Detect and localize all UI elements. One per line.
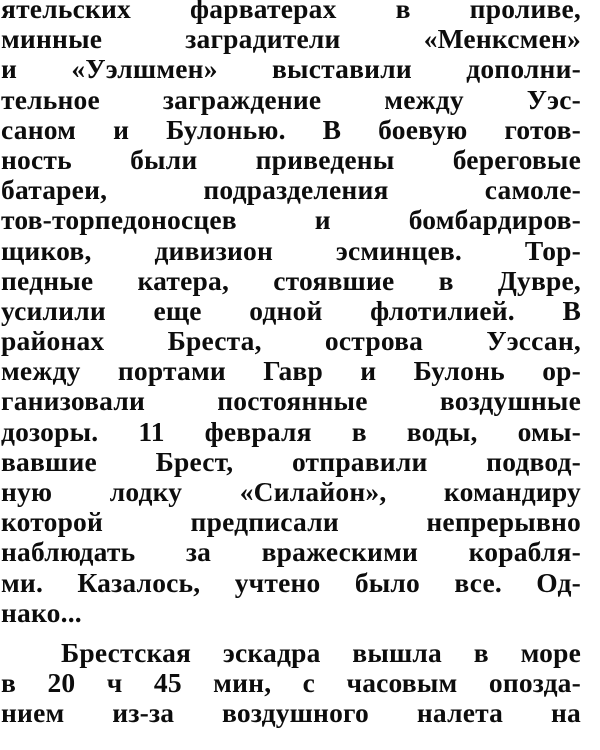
text-line: усилили еще одной флотилией. В bbox=[1, 294, 581, 326]
text-line: нако... bbox=[1, 596, 82, 628]
text-line: тов-торпедоносцев и бомбардиров- bbox=[1, 204, 581, 236]
text-line: дозоры. 11 февраля в воды, омы- bbox=[1, 415, 581, 447]
text-line: Брестская эскадра вышла в море bbox=[61, 636, 581, 668]
paragraph-1 bbox=[1, 0, 581, 628]
text-line: между портами Гавр и Булонь ор- bbox=[1, 355, 581, 387]
text-line: щиков, дивизион эсминцев. Тор- bbox=[1, 234, 581, 266]
text-line: нием из-за воздушного налета на bbox=[1, 697, 581, 729]
text-line: ную лодку «Силайон», командиру bbox=[1, 476, 581, 507]
text-line: тельное заграждение между Уэс- bbox=[1, 83, 581, 115]
text-line: и «Уэлшмен» выставили дополни- bbox=[1, 53, 581, 85]
text-line: которой предписали непрерывно bbox=[1, 506, 581, 538]
text-column bbox=[1, 0, 581, 729]
text-line: педные катера, стоявшие в Дувре, bbox=[1, 264, 581, 296]
text-line: в 20 ч 45 мин, с часовым опозда- bbox=[1, 667, 581, 699]
text-line: ми. Казалось, учтено было все. Од- bbox=[1, 566, 581, 598]
text-line: районах Бреста, острова Уэссан, bbox=[1, 325, 581, 357]
text-line: ганизовали постоянные воздушные bbox=[1, 385, 581, 417]
paragraph-2 bbox=[1, 638, 581, 729]
text-line: батареи, подразделения самоле- bbox=[1, 174, 581, 206]
text-line: ность были приведены береговые bbox=[1, 143, 581, 175]
text-line: вавшие Брест, отправили подвод- bbox=[1, 445, 581, 477]
text-line: наблюдать за вражескими корабля- bbox=[1, 536, 581, 568]
text-line: ятельских фарватерах в проливе, bbox=[1, 0, 581, 24]
text-line: саном и Булонью. В боевую готов- bbox=[1, 113, 581, 145]
text-line: минные заградители «Менксмен» bbox=[1, 23, 581, 55]
